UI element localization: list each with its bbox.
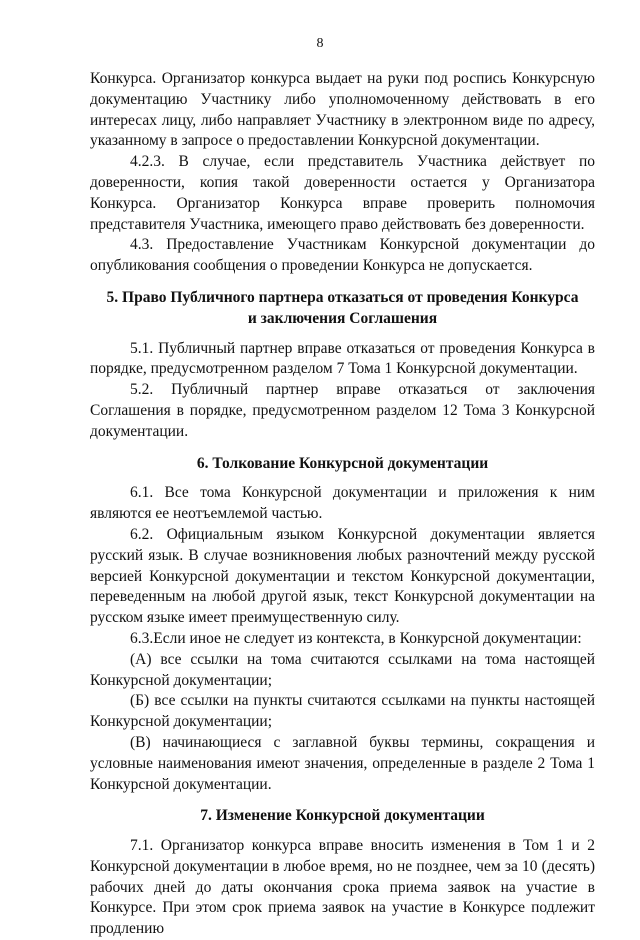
paragraph-6-3: 6.3.Если иное не следует из контекста, в Конкурсной документации:: [130, 629, 582, 647]
section-heading-7: 7. Изменение Конкурсной документации: [200, 807, 485, 825]
section-heading-5-line-2: и заключения Соглашения: [247, 309, 438, 327]
paragraph-4-3: 4.3. Предоставление Участникам Конкурсной документации до опубликования сообщения о проведении Конкурса не допускается.: [90, 236, 595, 275]
section-heading-6: 6. Толкование Конкурсной документации: [196, 454, 489, 472]
paragraph-7-1: 7.1. Организатор конкурса вправе вносить изменения в Том 1 и 2 Конкурсной документации в любое время, но не позднее, чем за 10 (десять) рабочих дней до даты окончания срока приема заявок на участие в Конкурсе. При этом срок приема заявок на участие в Конкурсе подлежит продлению: [90, 837, 595, 938]
paragraph-6-1: 6.1. Все тома Конкурсной документации и приложения к ним являются ее неотъемлемой частью.: [90, 484, 595, 523]
list-item-b: (Б) все ссылки на пункты считаются ссылками на пункты настоящей Конкурсной документации;: [90, 692, 595, 731]
paragraph-continuation: Конкурса. Организатор конкурса выдает на руки под роспись Конкурсную документацию Участнику либо уполномоченному действовать в его интересах лицу, либо направляет Участнику в электронном виде по адресу, указанному в запросе о предоставлении Конкурсной документации.: [90, 70, 595, 150]
paragraph-5-1: 5.1. Публичный партнер вправе отказаться от проведения Конкурса в порядке, предусмотренном разделом 7 Тома 1 Конкурсной документации.: [90, 339, 595, 378]
document-body: [90, 69, 595, 940]
section-heading-5-line-1: 5. Право Публичного партнера отказаться от проведения Конкурса: [106, 288, 579, 306]
paragraph-6-2: 6.2. Официальным языком Конкурсной документации является русский язык. В случае возникновения любых разночтений между русской версией Конкурсной документации и текстом Конкурсной документации, переведенным на любой другой язык, текст Конкурсной документации на русском языке имеет преимущественную силу.: [90, 525, 595, 627]
list-item-v: (В) начинающиеся с заглавной буквы термины, сокращения и условные наименования имеют значения, определенные в разделе 2 Тома 1 Конкурсной документации.: [90, 733, 595, 793]
section-heading-5: [90, 288, 595, 330]
list-item-a: (А) все ссылки на тома считаются ссылками на тома настоящей Конкурсной документации;: [90, 650, 595, 689]
page-number: 8: [316, 36, 324, 51]
paragraph-5-2: 5.2. Публичный партнер вправе отказаться от заключения Соглашения в порядке, предусмотренном разделом 12 Тома 3 Конкурсной документации.: [90, 381, 595, 440]
paragraph-4-2-3: 4.2.3. В случае, если представитель Участника действует по доверенности, копия такой доверенности остается у Организатора Конкурса. Организатор Конкурса вправе проверить полномочия представителя Участника, имеющего право действовать без доверенности.: [90, 153, 595, 233]
